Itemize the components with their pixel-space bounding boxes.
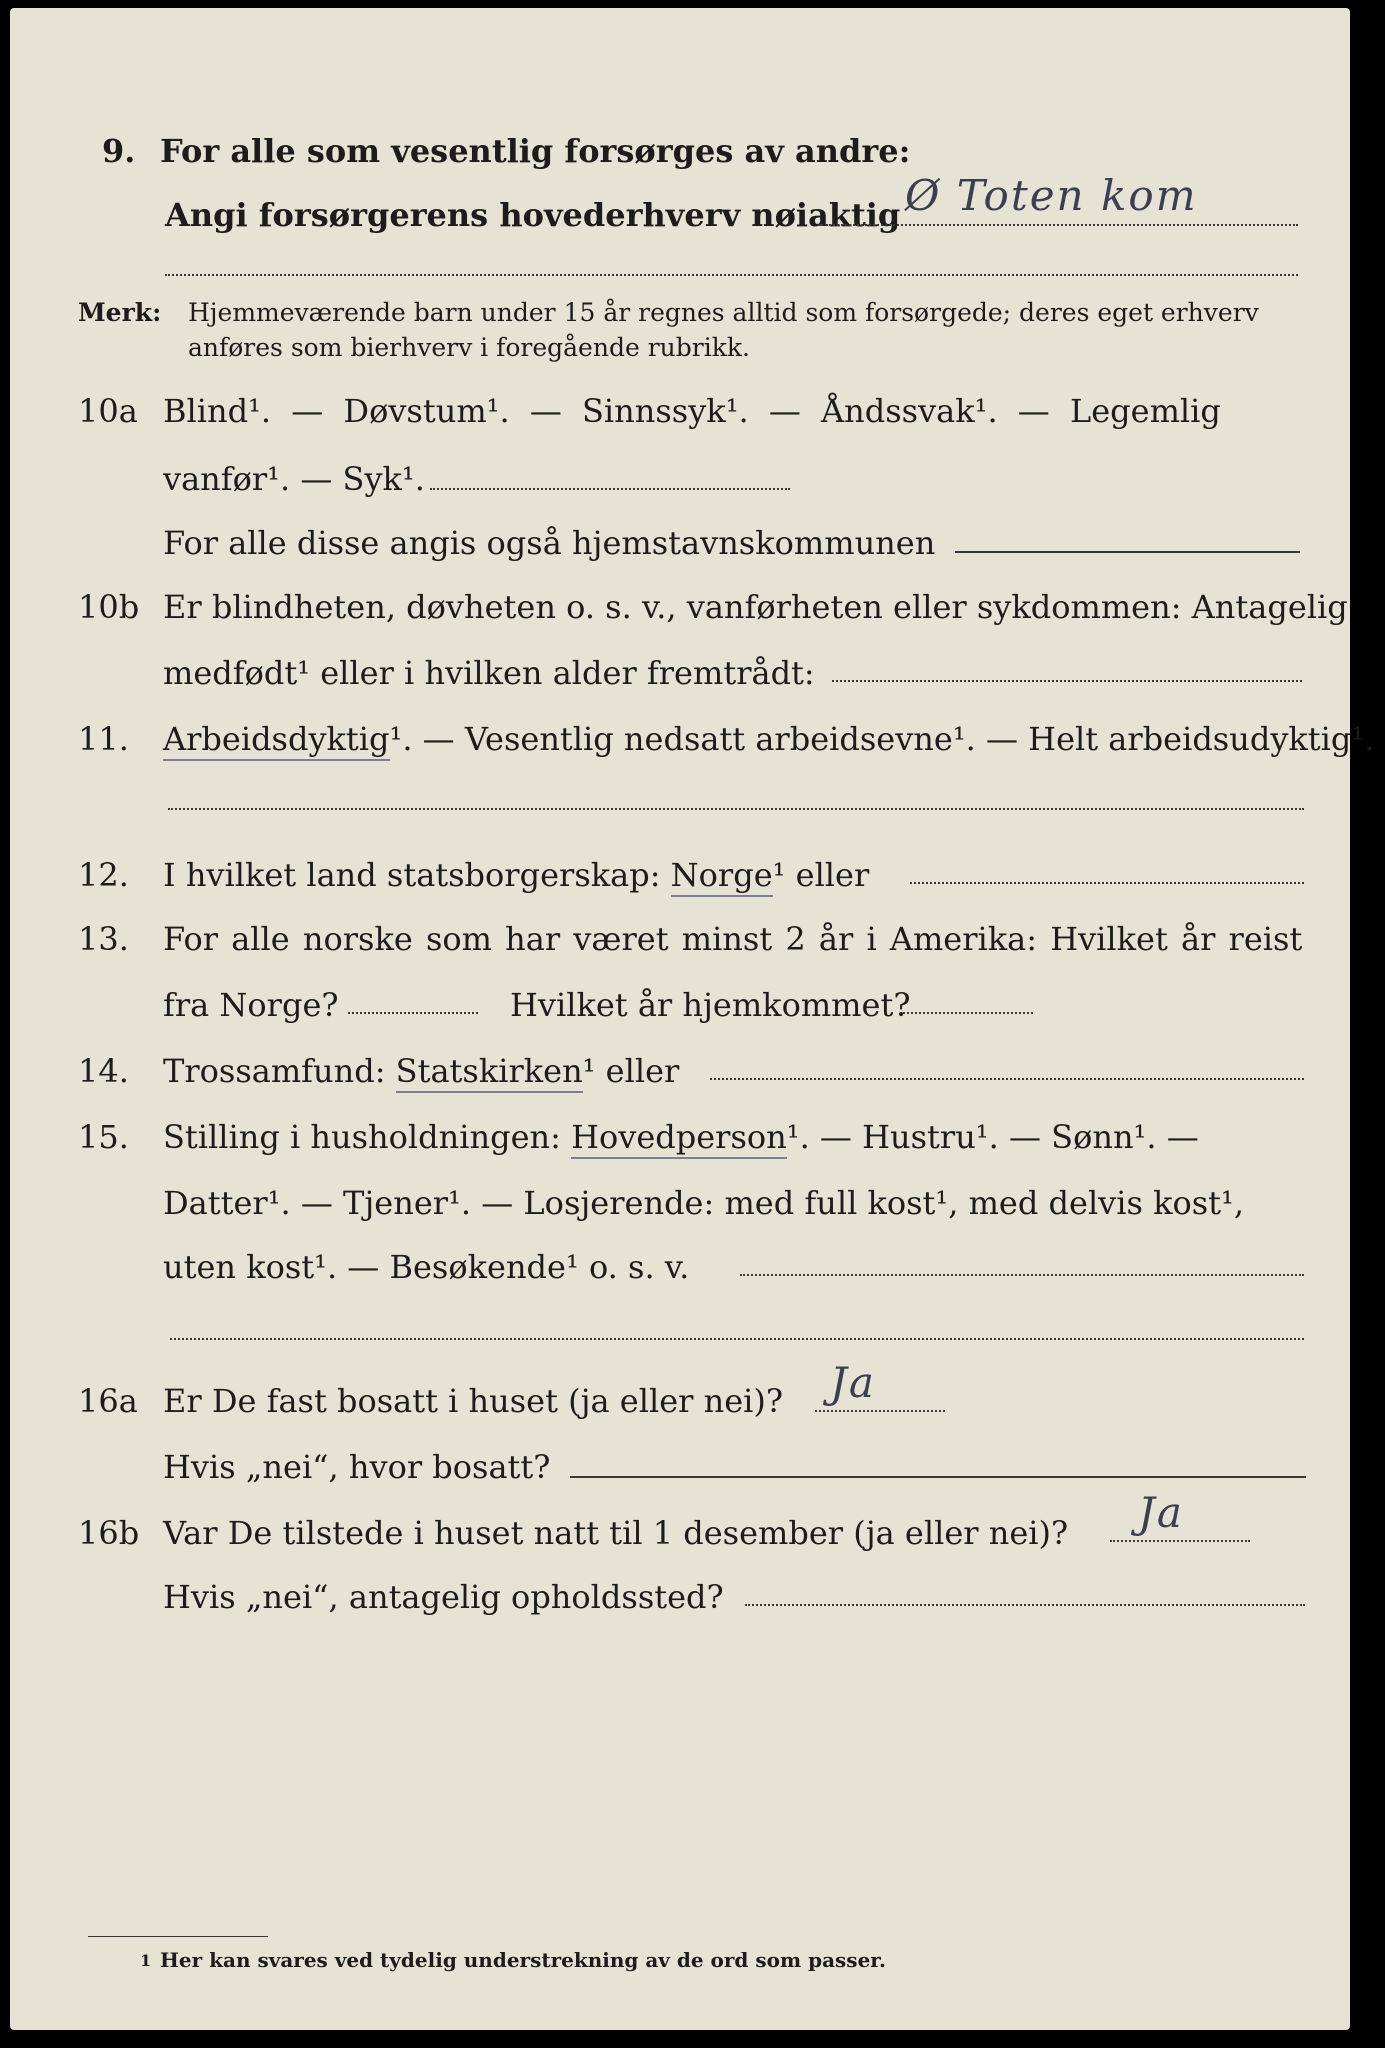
footnote-rule (88, 1936, 268, 1937)
q10a-syk-line (430, 488, 790, 490)
q16a-text2: Hvis „nei“, hvor bosatt? (163, 1448, 551, 1486)
q15-text2: Datter¹. — Tjener¹. — Losjerende: med full kost¹, med delvis kost¹, (163, 1184, 1245, 1222)
q16b-handwritten-answer: Ja (1138, 1488, 1184, 1537)
q16a-bosatt-line (570, 1476, 1306, 1478)
q14-pre: Trossamfund: (163, 1052, 386, 1090)
q10a-text2: vanfør¹. — Syk¹. (163, 460, 425, 498)
q15-rest1: ¹. — Hustru¹. — Sønn¹. — (786, 1118, 1199, 1156)
q9-answer-line (818, 224, 1298, 226)
q16a-text1: Er De fast bosatt i huset (ja eller nei)? (163, 1382, 784, 1420)
footnote-text: Her kan svares ved tydelig understrekning av de ord som passer. (160, 1948, 886, 1972)
q13-reist-line (348, 1012, 478, 1014)
q15-text3: uten kost¹. — Besøkende¹ o. s. v. (163, 1248, 690, 1286)
q12-text (163, 856, 869, 894)
q16b-text2: Hvis „nei“, antagelig opholdssted? (163, 1578, 724, 1616)
q14-number: 14. (78, 1052, 129, 1090)
q10b-alder-line (832, 680, 1302, 682)
q9-text: For alle som vesentlig forsørges av andre: (160, 132, 911, 170)
q10a-text3: For alle disse angis også hjemstavnskommunen (163, 524, 936, 562)
q15-other-line (740, 1274, 1304, 1276)
census-form-page (10, 8, 1375, 2030)
q9-extra-line (165, 274, 1298, 276)
q14-underlined-option: Statskirken (396, 1052, 583, 1093)
q15-text1 (163, 1118, 1199, 1156)
q12-underlined-option: Norge (671, 856, 773, 897)
q16a-number: 16a (78, 1382, 138, 1420)
q12-other-line (910, 882, 1304, 884)
q13-text2a: fra Norge? (163, 986, 339, 1024)
merk-line2: anføres som bierhverv i foregående rubrikk. (188, 333, 750, 362)
q9-text2: Angi forsørgerens hovederhverv nøiaktig (165, 196, 901, 234)
q16a-answer-line (815, 1410, 945, 1412)
merk-label: Merk: (78, 298, 162, 327)
q10a-hjemstavn-line (955, 551, 1300, 553)
q11-extra-line (168, 808, 1304, 810)
q14-other-line (710, 1078, 1304, 1080)
q13-text2b: Hvilket år hjemkommet? (510, 986, 911, 1024)
merk-line1: Hjemmeværende barn under 15 år regnes alltid som forsørgede; deres eget erhverv (188, 298, 1259, 327)
q10b-text1: Er blindheten, døvheten o. s. v., vanførheten eller sykdommen: Antagelig (163, 588, 1348, 626)
q9-handwritten-answer: Ø Toten kom (905, 171, 1198, 220)
q9-number: 9. (102, 132, 136, 170)
q12-number: 12. (78, 856, 129, 894)
q16a-handwritten-answer: Ja (830, 1358, 876, 1407)
q16b-number: 16b (78, 1514, 140, 1552)
q15-underlined-option: Hovedperson (571, 1118, 787, 1159)
q14-text (163, 1052, 679, 1090)
q12-post: ¹ eller (772, 856, 870, 894)
footnote-mark: 1 (140, 1951, 152, 1970)
q16b-text1: Var De tilstede i huset natt til 1 desember (ja eller nei)? (163, 1514, 1069, 1552)
q16b-opholdssted-line (745, 1604, 1305, 1606)
q13-hjemkommet-line (903, 1012, 1033, 1014)
q13-text1: For alle norske som har været minst 2 år i Amerika: Hvilket år reist (163, 920, 1303, 958)
q15-extra-line (170, 1338, 1304, 1340)
q11-number: 11. (78, 720, 129, 758)
q10a-text1: Blind¹. — Døvstum¹. — Sinnssyk¹. — Åndssvak¹. — Legemlig (163, 392, 1221, 430)
q10a-number: 10a (78, 392, 138, 430)
q11-text (163, 720, 1374, 758)
q10b-text2: medfødt¹ eller i hvilken alder fremtrådt: (163, 654, 815, 692)
q11-rest: ¹. — Vesentlig nedsatt arbeidsevne¹. — Helt arbeidsudyktig¹. (389, 720, 1375, 758)
q15-number: 15. (78, 1118, 129, 1156)
q13-number: 13. (78, 920, 129, 958)
q12-pre: I hvilket land statsborgerskap: (163, 856, 661, 894)
q15-pre: Stilling i husholdningen: (163, 1118, 561, 1156)
q14-post: ¹ eller (582, 1052, 680, 1090)
q16b-answer-line (1110, 1540, 1250, 1542)
q10b-number: 10b (78, 588, 140, 626)
q11-underlined-option: Arbeidsdyktig (163, 720, 390, 761)
